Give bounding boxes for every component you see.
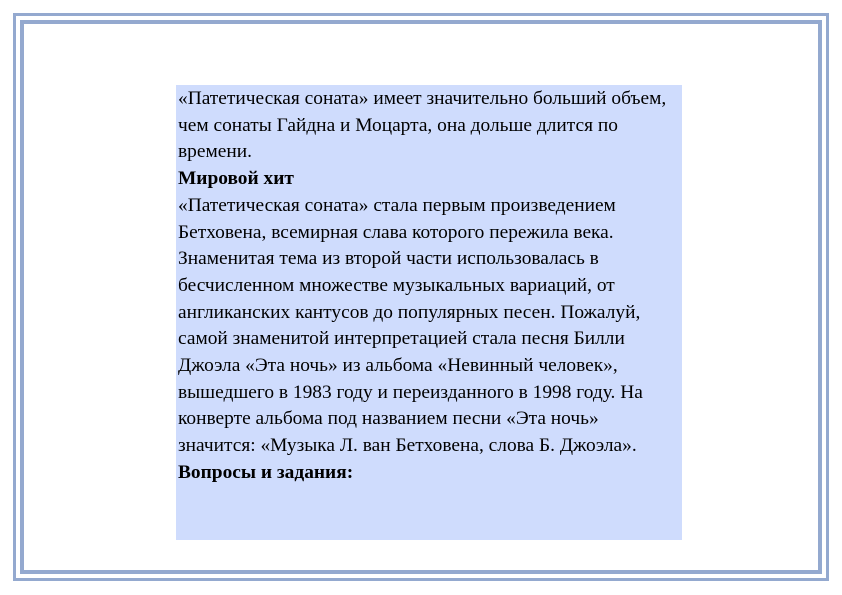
section-heading-world-hit: Мировой хит — [178, 168, 294, 190]
section-heading-questions: Вопросы и задания: — [178, 461, 354, 483]
world-hit-paragraph: «Патетическая соната» стала первым произведением Бетховена, всемирная слава которого пережила века. Знаменитая тема из второй части использовалась в бесчисленном множестве музыкальных вариаций, от англиканских кантусов до популярных песен. Пожалуй, самой знаменитой интерпретацией стала песня Билли Джоэла «Эта ночь» из альбома «Невинный человек», вышедшего в 1983 году и переизданного в 1998 году. На конверте альбома под названием песни «Эта ночь» значится: «Музыка Л. ван Бетховена, слова Б. Джоэла». — [178, 194, 643, 457]
text-box — [176, 85, 682, 540]
intro-paragraph: «Патетическая соната» имеет значительно больший объем, чем сонаты Гайдна и Моцарта, она дольше длится по времени. — [178, 88, 667, 163]
